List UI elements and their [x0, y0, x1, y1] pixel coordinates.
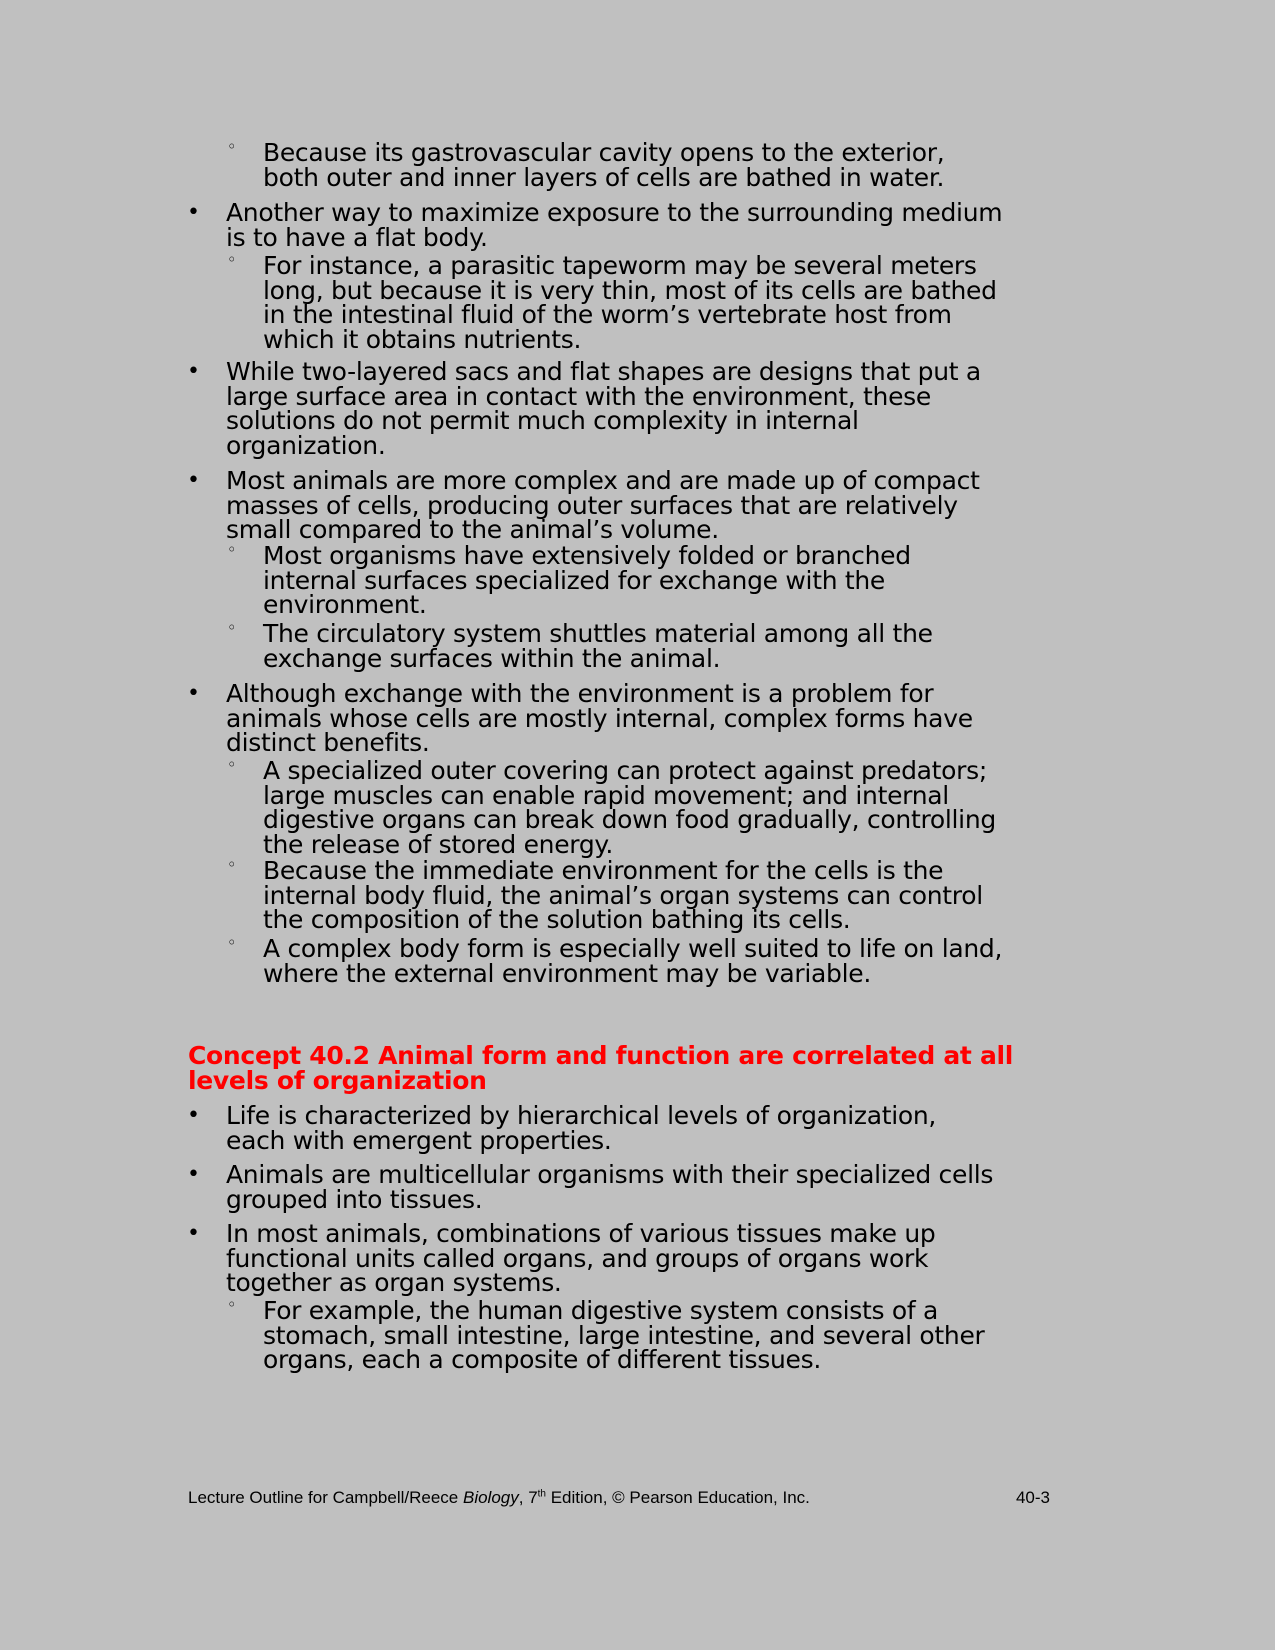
sub-bullet-item [227, 1295, 985, 1374]
footer-prefix: Lecture Outline for Campbell/Reece [188, 1488, 463, 1507]
text-line: distinct benefits. [226, 728, 430, 757]
bullet-item [187, 466, 980, 544]
circle-bullet-icon: ◦ [227, 618, 237, 637]
text-line: the composition of the solution bathing its cells. [263, 905, 851, 934]
text-line: large muscles can enable rapid movement; and internal [263, 780, 949, 810]
text-line: in the intestinal fluid of the worm’s vertebrate host from [263, 300, 952, 329]
text-line: exchange surfaces within the animal. [263, 643, 721, 673]
bullet-icon: • [187, 1162, 200, 1187]
bullet-icon: • [187, 1221, 200, 1246]
circle-bullet-icon: ◦ [227, 137, 237, 156]
text-line: long, but because it is very thin, most of its cells are bathed [263, 275, 997, 305]
bullet-item [187, 1219, 936, 1297]
text-line: Another way to maximize exposure to the surrounding medium [226, 198, 1003, 227]
text-line: organs, each a composite of different tissues. [263, 1345, 821, 1374]
text-line: animals whose cells are mostly internal, complex forms have [226, 703, 973, 733]
text-line: Life is characterized by hierarchical levels of organization, [226, 1101, 937, 1130]
circle-bullet-icon: ◦ [227, 933, 237, 952]
footer-suffix: Edition, © Pearson Education, Inc. [546, 1488, 810, 1507]
text-line: solutions do not permit much complexity in internal [226, 406, 859, 435]
text-line: levels of organization [188, 1065, 487, 1095]
sub-bullet-item [227, 250, 997, 354]
text-line: large surface area in contact with the environment, these [226, 381, 931, 411]
text-line: functional units called organs, and groups of organs work [226, 1243, 929, 1273]
text-line: While two-layered sacs and flat shapes are designs that put a [226, 357, 981, 386]
bullet-icon: • [187, 1103, 200, 1128]
circle-bullet-icon: ◦ [227, 1295, 237, 1314]
footer-edition: , 7 [518, 1488, 538, 1507]
sub-bullet-item [227, 933, 1003, 988]
text-line: The circulatory system shuttles material among all the [263, 619, 933, 648]
bullet-icon: • [187, 359, 200, 384]
bullet-icon: • [187, 200, 200, 225]
text-line: Although exchange with the environment is a problem for [226, 679, 934, 708]
text-line: Most organisms have extensively folded or branched [263, 541, 911, 570]
text-line: For example, the human digestive system consists of a [263, 1296, 939, 1325]
sub-bullet-item [227, 755, 996, 859]
text-line: A complex body form is especially well suited to life on land, [263, 934, 1003, 963]
bullet-item [187, 679, 973, 757]
circle-bullet-icon: ◦ [227, 250, 237, 269]
text-line: both outer and inner layers of cells are bathed in water. [263, 162, 945, 192]
footer-edition-sup: th [537, 1488, 546, 1500]
text-line: stomach, small intestine, large intestine, and several other [263, 1320, 985, 1350]
section-heading [188, 1041, 1014, 1095]
bullet-icon: • [187, 681, 200, 706]
text-line: each with emergent properties. [226, 1125, 612, 1155]
text-line: Because the immediate environment for the cells is the [263, 856, 944, 885]
bullet-item [187, 198, 1003, 252]
text-line: masses of cells, producing outer surfaces that are relatively [226, 490, 958, 520]
text-line: digestive organs can break down food gradually, controlling [263, 805, 996, 834]
text-line: small compared to the animal’s volume. [226, 515, 719, 544]
text-line: environment. [263, 590, 427, 619]
text-line: In most animals, combinations of various tissues make up [226, 1219, 936, 1248]
bullet-icon: • [187, 468, 200, 493]
text-line: internal body fluid, the animal’s organ systems can control [263, 880, 983, 910]
circle-bullet-icon: ◦ [227, 755, 237, 774]
sub-bullet-item [227, 137, 945, 192]
text-line: internal surfaces specialized for exchange with the [263, 565, 886, 595]
text-line: Because its gastrovascular cavity opens to the exterior, [263, 138, 945, 167]
sub-bullet-item [227, 855, 983, 934]
text-line: where the external environment may be variable. [263, 958, 871, 988]
text-line: the release of stored energy. [263, 829, 613, 859]
sub-bullet-item [227, 540, 911, 619]
page-footer [188, 1488, 1050, 1508]
bullet-item [187, 357, 981, 460]
bullet-item [187, 1101, 937, 1155]
sub-bullet-item [227, 618, 933, 673]
text-line: Animals are multicellular organisms with their specialized cells [226, 1160, 994, 1189]
footer-book-title: Biology [462, 1488, 519, 1507]
text-line: is to have a flat body. [226, 222, 488, 252]
circle-bullet-icon: ◦ [227, 540, 237, 559]
text-line: A specialized outer covering can protect against predators; [263, 756, 987, 785]
page-number: 40-3 [1015, 1488, 1050, 1507]
circle-bullet-icon: ◦ [227, 855, 237, 874]
text-line: organization. [226, 430, 386, 460]
text-line: grouped into tissues. [226, 1184, 483, 1214]
bullet-item [187, 1160, 994, 1214]
text-line: which it obtains nutrients. [263, 324, 582, 354]
text-line: together as organ systems. [226, 1268, 562, 1297]
text-line: For instance, a parasitic tapeworm may be several meters [263, 251, 977, 280]
text-line: Concept 40.2 Animal form and function are correlated at all [188, 1041, 1014, 1070]
text-line: Most animals are more complex and are made up of compact [226, 466, 980, 495]
